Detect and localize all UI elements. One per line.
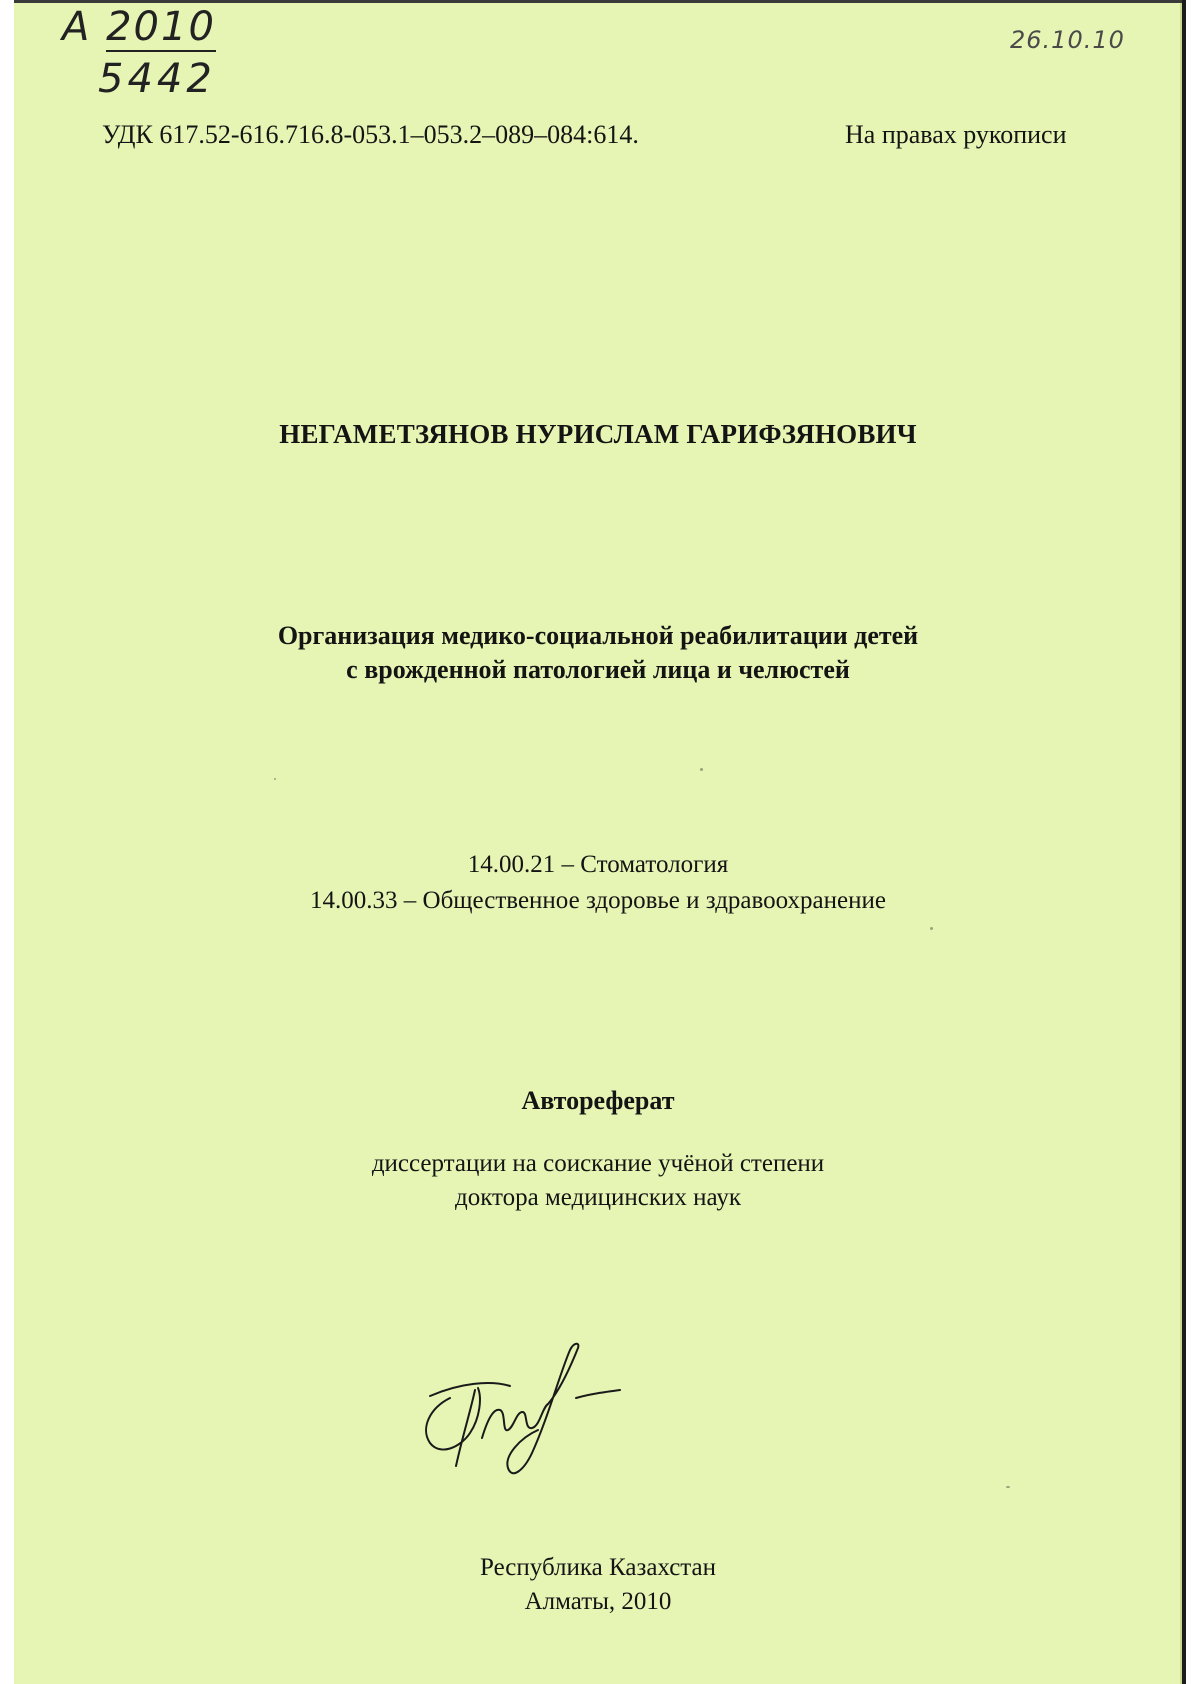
scan-edge-top [14,0,1186,3]
handwritten-accession-number: 5442 [98,56,216,102]
thesis-title-line-2: с врожденной патологией лица и челюстей [346,655,850,684]
handwritten-accession-year [62,4,216,50]
signature-stroke-body [482,1404,548,1438]
publication-city-year: Алматы, 2010 [524,1588,672,1615]
specialty-1: 14.00.21 – Стоматология [467,851,729,878]
author-name: НЕГАМЕТЗЯНОВ НУРИСЛАМ ГАРИФЗЯНОВИЧ [279,419,917,449]
scan-speck [1006,1486,1010,1488]
accession-prefix: А [62,4,92,50]
handwritten-signature [420,1338,660,1488]
udk-code: УДК 617.52-616.716.8-053.1–053.2–089–084:614. [102,120,639,149]
signature-stroke-cap [430,1383,510,1396]
accession-year: 2010 [106,4,216,50]
scan-edge-right [1182,0,1186,1684]
degree-description-line-2: доктора медицинских наук [454,1184,742,1211]
document-type: Автореферат [521,1086,675,1115]
rights-notice: На правах рукописи [845,120,1067,149]
handwritten-date: 26.10.10 [1010,26,1125,54]
publication-country: Республика Казахстан [480,1554,716,1581]
scan-speck [930,927,933,930]
signature-stroke-dash [576,1390,620,1398]
scan-speck [274,778,276,780]
specialty-2: 14.00.33 – Общественное здоровье и здравоохранение [310,887,886,914]
signature-stroke-tail [507,1344,578,1474]
scan-speck [700,768,703,771]
degree-description-line-1: диссертации на соискание учёной степени [371,1150,825,1177]
signature-stroke-loop [426,1388,480,1450]
thesis-title-line-1: Организация медико-социальной реабилитации детей [277,621,919,650]
